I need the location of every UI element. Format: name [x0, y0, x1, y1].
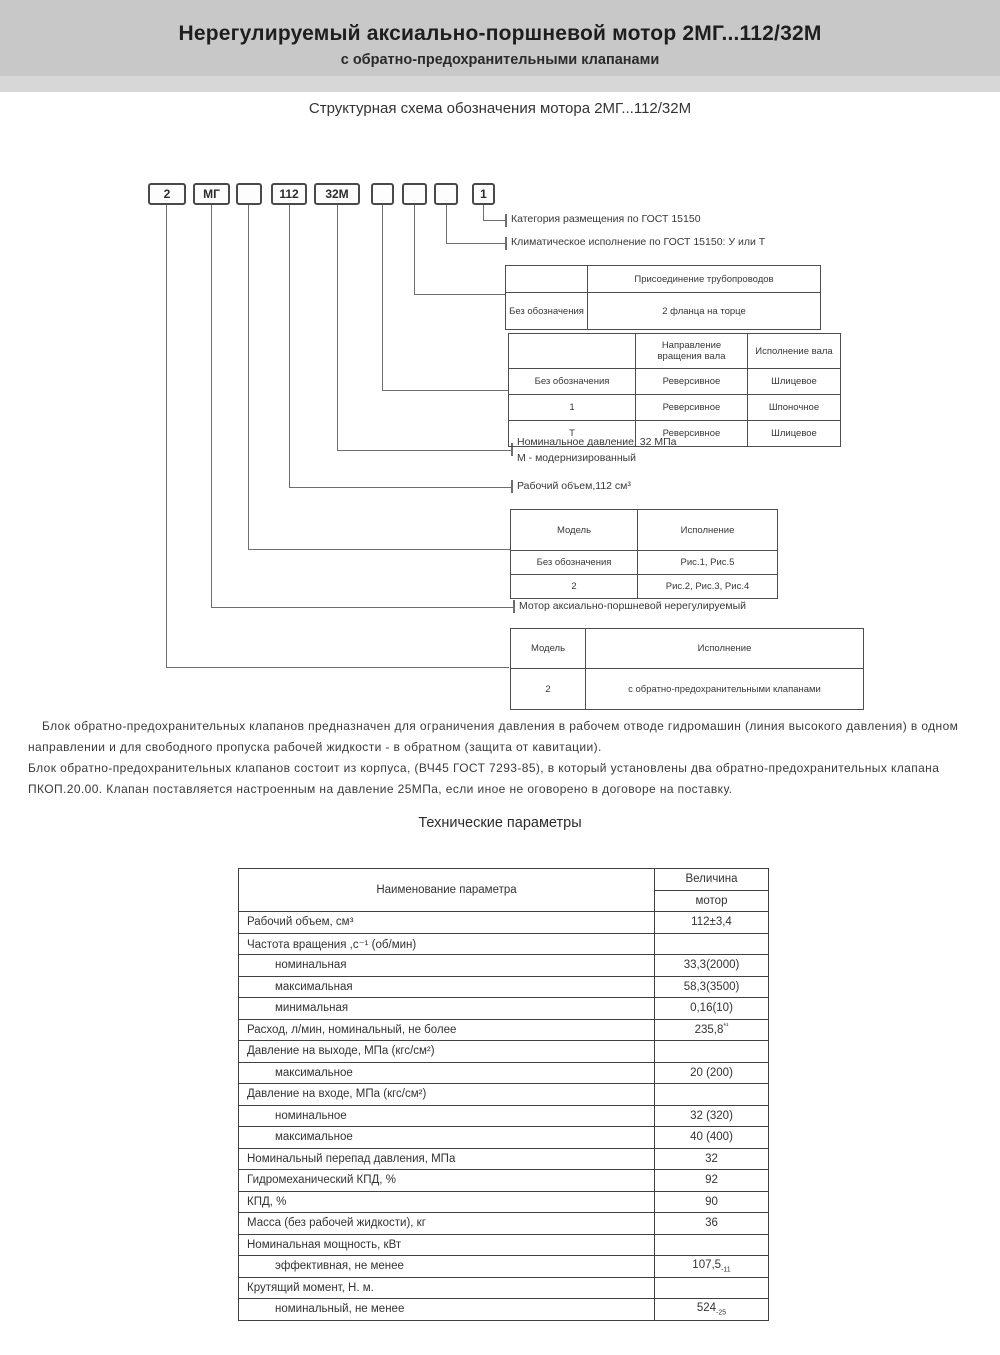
code-box-shaft	[371, 183, 394, 205]
parameter-value-mark: *¹	[723, 1023, 729, 1031]
parameter-value-mark: -11	[721, 1266, 731, 1274]
parameter-value: 0,16(10)	[655, 998, 769, 1020]
parameter-value: 36	[655, 1213, 769, 1235]
parameter-value-mark: -25	[716, 1309, 727, 1317]
shaft-table-cell: Без обозначения	[509, 369, 636, 395]
parameter-value	[655, 1277, 769, 1299]
tick-climate	[505, 237, 507, 250]
code-box-pressure: 32М	[314, 183, 360, 205]
parameter-value: 20 (200)	[655, 1062, 769, 1084]
pipe-connection-table	[505, 265, 821, 330]
shaft-table-header-row	[509, 334, 841, 369]
parameter-name: Частота вращения ,с⁻¹ (об/мин)	[239, 933, 655, 955]
parameters-col-value-subheader: мотор	[655, 890, 769, 912]
parameter-name: максимальное	[239, 1127, 655, 1149]
parameter-value: 58,3(3500)	[655, 976, 769, 998]
description-paragraph-2: Блок обратно-предохранительных клапанов состоит из корпуса, (ВЧ45 ГОСТ 7293-85), в который установлены два обратно-предохранительных клапана ПКОП.20.00. Клапан поставляется настроенным на давление 25МПа, если иное не оговорено в договоре на поставку.	[28, 761, 940, 796]
model-table-header-row	[511, 510, 778, 551]
parameter-row	[239, 1019, 769, 1041]
variant-table-cell: с обратно-предохранительными клапанами	[586, 669, 864, 710]
connector-line-category	[483, 205, 506, 221]
shaft-table-header-rotation: Направление вращения вала	[636, 334, 748, 369]
shaft-table-cell: Реверсивное	[636, 369, 748, 395]
parameter-row	[239, 1256, 769, 1278]
parameter-row	[239, 1127, 769, 1149]
parameter-name: Масса (без рабочей жидкости), кг	[239, 1213, 655, 1235]
shaft-table-cell: Шлицевое	[748, 369, 841, 395]
callout-motor-type: Мотор аксиально-поршневой нерегулируемый	[519, 600, 746, 612]
parameter-row	[239, 1191, 769, 1213]
pipe-table-empty-header	[506, 266, 588, 293]
parameter-value: 90	[655, 1191, 769, 1213]
pipe-table-cell: Без обозначения	[506, 293, 588, 330]
code-box-category: 1	[472, 183, 495, 205]
shaft-table-empty-header	[509, 334, 636, 369]
model-table-header-execution: Исполнение	[638, 510, 778, 551]
parameter-row	[239, 1148, 769, 1170]
shaft-table-cell: Шпоночное	[748, 395, 841, 421]
code-box-pipe	[402, 183, 427, 205]
parameter-row	[239, 1084, 769, 1106]
page-subtitle: с обратно-предохранительными клапанами	[340, 52, 660, 68]
parameter-row	[239, 1041, 769, 1063]
shaft-table-header-execution: Исполнение вала	[748, 334, 841, 369]
shaft-table-row	[509, 421, 841, 447]
callout-modernized: М - модернизированный	[517, 452, 637, 464]
variant-table-row	[511, 669, 864, 710]
parameter-name: Давление на входе, МПа (кгс/см²)	[239, 1084, 655, 1106]
parameters-heading: Технические параметры	[418, 815, 582, 831]
parameter-row	[239, 1277, 769, 1299]
parameter-value: 33,3(2000)	[655, 955, 769, 977]
model-table-cell: Рис.2, Рис.3, Рис.4	[638, 575, 778, 599]
model-table-cell: Рис.1, Рис.5	[638, 551, 778, 575]
parameter-row	[239, 1105, 769, 1127]
shaft-table-body	[509, 369, 841, 447]
parameter-name: Расход, л/мин, номинальный, не более	[239, 1019, 655, 1041]
parameter-value	[655, 933, 769, 955]
parameter-name: максимальное	[239, 1062, 655, 1084]
parameter-value: 112±3,4	[655, 912, 769, 934]
pipe-table-cell: 2 фланца на торце	[588, 293, 821, 330]
tick-category	[505, 214, 507, 227]
parameter-row	[239, 1213, 769, 1235]
variant-table-header-row	[511, 629, 864, 669]
callout-climate: Климатическое исполнение по ГОСТ 15150: У или Т	[511, 236, 766, 248]
shaft-table-cell: Шлицевое	[748, 421, 841, 447]
shaft-table-row	[509, 395, 841, 421]
parameters-table	[238, 868, 769, 1321]
parameter-row	[239, 955, 769, 977]
callout-nominal-pressure: Номинальное давление, 32 МПа	[517, 436, 677, 448]
model-table-row	[511, 575, 778, 599]
code-box-climate	[434, 183, 458, 205]
parameter-value: $107,5_{-11}$	[655, 1256, 769, 1278]
model-table	[510, 509, 778, 599]
pipe-table-header: Присоединение трубопроводов	[588, 266, 821, 293]
parameter-name: эффективная, не менее	[239, 1256, 655, 1278]
parameter-value: 40 (400)	[655, 1127, 769, 1149]
parameter-row	[239, 1170, 769, 1192]
parameter-row	[239, 912, 769, 934]
model-table-cell: 2	[511, 575, 638, 599]
parameter-row	[239, 1299, 769, 1321]
code-box-variant	[236, 183, 262, 205]
code-box-volume: 112	[271, 183, 307, 205]
parameter-name: максимальная	[239, 976, 655, 998]
parameter-name: номинальная	[239, 955, 655, 977]
tick-motor	[513, 600, 515, 613]
parameter-value: $235,8^{*^1}$	[655, 1019, 769, 1041]
shaft-table-cell: Реверсивное	[636, 421, 748, 447]
parameter-row	[239, 1234, 769, 1256]
shaft-table-cell: Реверсивное	[636, 395, 748, 421]
parameters-col-value-header: Величина	[655, 869, 769, 891]
parameters-col-name-header: Наименование параметра	[239, 869, 655, 912]
variant-table-body	[511, 669, 864, 710]
header-band-edge	[0, 76, 1000, 92]
parameter-value	[655, 1234, 769, 1256]
parameter-value: 32	[655, 1148, 769, 1170]
parameter-row	[239, 933, 769, 955]
parameter-row	[239, 1062, 769, 1084]
pipe-table-header-row	[506, 266, 821, 293]
callout-placement-category: Категория размещения по ГОСТ 15150	[511, 213, 701, 225]
parameter-name: Рабочий объем, см³	[239, 912, 655, 934]
pipe-table-body	[506, 293, 821, 330]
parameter-name: номинальное	[239, 1105, 655, 1127]
variant-table-header-model: Модель	[511, 629, 586, 669]
parameters-table-body	[239, 912, 769, 1321]
parameter-name: Номинальная мощность, кВт	[239, 1234, 655, 1256]
model-table-cell: Без обозначения	[511, 551, 638, 575]
shaft-table-cell: Т	[509, 421, 636, 447]
parameter-value: $524_{-25}$	[655, 1299, 769, 1321]
parameter-name: минимальная	[239, 998, 655, 1020]
parameter-name: Крутящий момент, Н. м.	[239, 1277, 655, 1299]
variant-table	[510, 628, 864, 710]
description-paragraph-1: Блок обратно-предохранительных клапанов предназначен для ограничения давления в рабочем отводе гидромашин (линия высокого давления) в одном направлении и для свободного пропуска рабочей жидкости - в обратном (защита от кавитации).	[28, 719, 959, 754]
parameter-name: Давление на выходе, МПа (кгс/см²)	[239, 1041, 655, 1063]
parameter-name: Гидромеханический КПД, %	[239, 1170, 655, 1192]
model-table-row	[511, 551, 778, 575]
parameter-row	[239, 998, 769, 1020]
description-block	[28, 716, 978, 800]
model-table-body	[511, 551, 778, 599]
parameter-name: номинальный, не менее	[239, 1299, 655, 1321]
parameters-header-row-1	[239, 869, 769, 891]
callout-displacement: Рабочий объем,112 см³	[517, 480, 631, 492]
tick-volume	[511, 480, 513, 493]
parameter-value: 92	[655, 1170, 769, 1192]
page-title: Нерегулируемый аксиально-поршневой мотор 2МГ...112/32М	[178, 22, 822, 45]
shaft-table-cell: 1	[509, 395, 636, 421]
variant-table-cell: 2	[511, 669, 586, 710]
parameter-name: КПД, %	[239, 1191, 655, 1213]
model-table-header-model: Модель	[511, 510, 638, 551]
pipe-table-row	[506, 293, 821, 330]
variant-table-header-execution: Исполнение	[586, 629, 864, 669]
parameter-value	[655, 1084, 769, 1106]
parameter-value	[655, 1041, 769, 1063]
shaft-table-row	[509, 369, 841, 395]
scheme-heading: Структурная схема обозначения мотора 2МГ...112/32М	[308, 100, 692, 117]
code-box-type: МГ	[193, 183, 230, 205]
parameter-value: 32 (320)	[655, 1105, 769, 1127]
shaft-table	[508, 333, 841, 447]
parameter-row	[239, 976, 769, 998]
code-box-model: 2	[148, 183, 186, 205]
parameter-name: Номинальный перепад давления, МПа	[239, 1148, 655, 1170]
